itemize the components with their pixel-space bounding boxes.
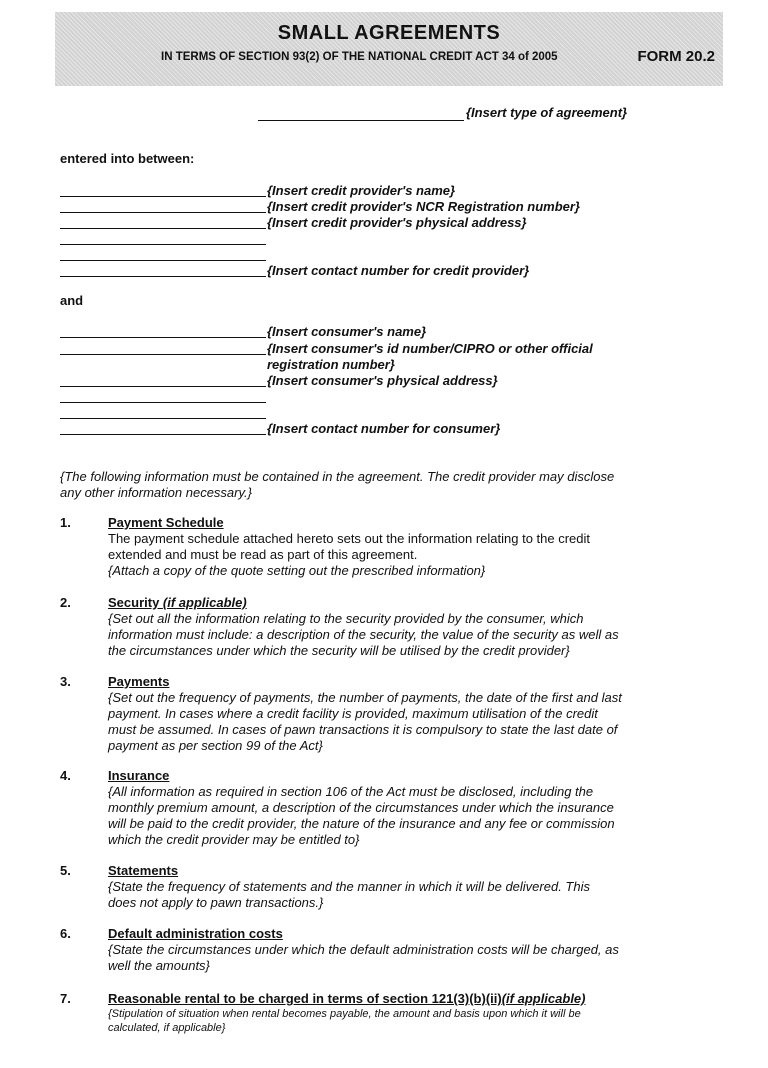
- section-number: 5.: [60, 863, 71, 878]
- form-number: FORM 20.2: [637, 48, 715, 65]
- and-label: and: [60, 293, 84, 308]
- section-line: extended and must be read as part of this agreement.: [108, 547, 418, 562]
- section-line: monthly premium amount, a description of the circumstances under which the insurance: [108, 800, 614, 815]
- section-line: {State the circumstances under which the default administration costs will be charged, as: [108, 942, 619, 957]
- consumer-id-line[interactable]: [60, 354, 266, 355]
- intro-note-line-1: {The following information must be contained in the agreement. The credit provider may disclose: [60, 469, 615, 484]
- credit-provider-address-line[interactable]: [60, 228, 266, 229]
- form-header: [55, 12, 723, 86]
- credit-provider-address-placeholder: {Insert credit provider's physical address}: [267, 215, 527, 230]
- agreement-type-line[interactable]: [258, 120, 464, 121]
- section-title: Default administration costs: [108, 926, 283, 941]
- intro-note-line-2: any other information necessary.}: [60, 485, 252, 500]
- section-insurance: [108, 768, 668, 848]
- consumer-contact-line[interactable]: [60, 434, 266, 435]
- section-number: 6.: [60, 926, 71, 941]
- section-number: 1.: [60, 515, 71, 530]
- section-number: 2.: [60, 595, 71, 610]
- section-line: payment as per section 99 of the Act}: [108, 738, 323, 753]
- section-title: Reasonable rental to be charged in terms of section 121(3)(b)(ii): [108, 991, 502, 1006]
- consumer-name-placeholder: {Insert consumer's name}: [267, 324, 427, 339]
- consumer-address-line-2[interactable]: [60, 402, 266, 403]
- form-title: SMALL AGREEMENTS: [277, 22, 501, 44]
- section-line: calculated, if applicable}: [108, 1022, 226, 1034]
- section-security: [108, 595, 668, 659]
- credit-provider-contact-line[interactable]: [60, 276, 266, 277]
- section-title: Payments: [108, 674, 170, 689]
- section-line: {Set out the frequency of payments, the number of payments, the date of the first and last: [108, 690, 622, 705]
- consumer-address-placeholder: {Insert consumer's physical address}: [267, 373, 498, 388]
- credit-provider-name-placeholder: {Insert credit provider's name}: [267, 183, 456, 198]
- section-reasonable-rental: [108, 991, 668, 1035]
- consumer-address-line[interactable]: [60, 386, 266, 387]
- agreement-type-placeholder: {Insert type of agreement}: [466, 105, 628, 120]
- section-payments: [108, 674, 668, 754]
- section-line: The payment schedule attached hereto sets out the information relating to the credit: [108, 531, 591, 546]
- section-title-suffix: (if applicable): [162, 595, 247, 610]
- consumer-name-line[interactable]: [60, 337, 266, 338]
- section-line: well the amounts}: [108, 958, 210, 973]
- section-number: 4.: [60, 768, 71, 783]
- section-line: {Stipulation of situation when rental becomes payable, the amount and basis upon which it will be: [108, 1008, 581, 1020]
- consumer-id-placeholder-cont: registration number}: [267, 357, 395, 372]
- section-line: does not apply to pawn transactions.}: [108, 895, 324, 910]
- consumer-address-line-3[interactable]: [60, 418, 266, 419]
- section-line: must be assumed. In cases of pawn transactions it is compulsory to state the last date of: [108, 722, 618, 737]
- section-number: 7.: [60, 991, 71, 1006]
- credit-provider-address-line-3[interactable]: [60, 260, 266, 261]
- section-line: the circumstances under which the security will be utilised by the credit provider}: [108, 643, 570, 658]
- credit-provider-contact-placeholder: {Insert contact number for credit provider}: [267, 263, 530, 278]
- section-number: 3.: [60, 674, 71, 689]
- section-line: will be paid to the credit provider, the nature of the insurance and any fee or commission: [108, 816, 615, 831]
- credit-provider-address-line-2[interactable]: [60, 244, 266, 245]
- consumer-contact-placeholder: {Insert contact number for consumer}: [267, 421, 501, 436]
- credit-provider-ncr-placeholder: {Insert credit provider's NCR Registration number}: [267, 199, 580, 214]
- section-line: {State the frequency of statements and the manner in which it will be delivered. This: [108, 879, 590, 894]
- section-default-administration-costs: [108, 926, 668, 974]
- section-line: payment. In cases where a credit facility is provided, maximum utilisation of the credit: [108, 706, 598, 721]
- section-title: Payment Schedule: [108, 515, 224, 530]
- section-title: Insurance: [108, 768, 170, 783]
- section-title-suffix: (if applicable): [501, 991, 586, 1006]
- section-line: which the credit provider may be entitled to}: [108, 832, 360, 847]
- entered-into-between: entered into between:: [60, 151, 195, 166]
- section-line: {Set out all the information relating to the security provided by the consumer, which: [108, 611, 584, 626]
- consumer-id-placeholder: {Insert consumer's id number/CIPRO or other official: [267, 341, 593, 356]
- section-line: {All information as required in section 106 of the Act must be disclosed, including the: [108, 784, 594, 799]
- credit-provider-name-line[interactable]: [60, 196, 266, 197]
- section-line: information must include: a description of the security, the value of the security as well as: [108, 627, 619, 642]
- section-title: Security: [108, 595, 163, 610]
- section-statements: [108, 863, 668, 911]
- section-line: {Attach a copy of the quote setting out the prescribed information}: [108, 563, 486, 578]
- section-payment-schedule: [108, 515, 668, 579]
- credit-provider-ncr-line[interactable]: [60, 212, 266, 213]
- section-title: Statements: [108, 863, 179, 878]
- form-subtitle: IN TERMS OF SECTION 93(2) OF THE NATIONAL CREDIT ACT 34 of 2005: [161, 51, 558, 63]
